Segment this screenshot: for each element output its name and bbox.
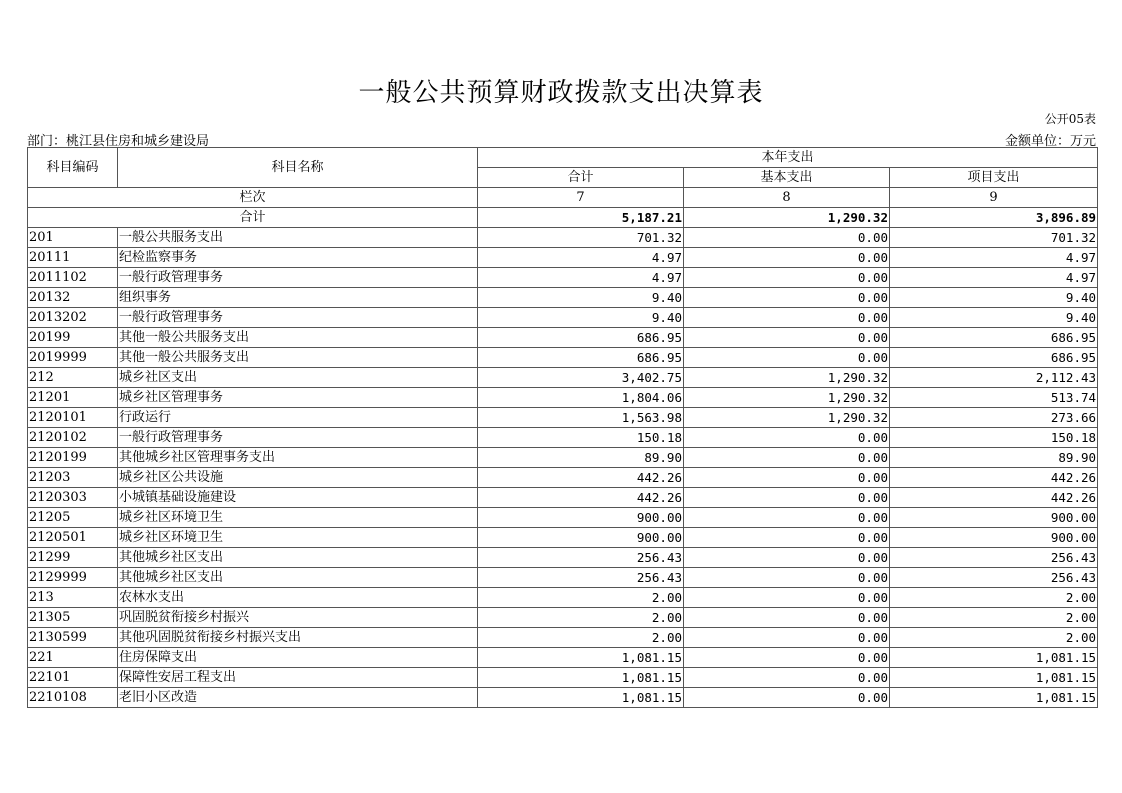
header-code: 科目编码 [28,148,118,188]
row-code: 21205 [28,508,118,528]
row-code: 20132 [28,288,118,308]
row-name: 一般行政管理事务 [118,308,478,328]
row-name: 保障性安居工程支出 [118,668,478,688]
row-total: 4.97 [478,268,684,288]
row-total: 686.95 [478,348,684,368]
row-project: 9.40 [890,288,1098,308]
header-total: 合计 [478,168,684,188]
total-row-project: 3,896.89 [890,208,1098,228]
row-total: 442.26 [478,488,684,508]
column-index-basic: 8 [684,188,890,208]
row-project: 900.00 [890,528,1098,548]
row-code: 2120501 [28,528,118,548]
row-total: 4.97 [478,248,684,268]
table-row [28,348,1098,368]
row-project: 89.90 [890,448,1098,468]
header-current-year: 本年支出 [478,148,1098,168]
row-code: 2013202 [28,308,118,328]
row-basic: 0.00 [684,328,890,348]
row-total: 2.00 [478,628,684,648]
row-name: 一般行政管理事务 [118,428,478,448]
row-code: 21203 [28,468,118,488]
row-code: 2129999 [28,568,118,588]
row-basic: 1,290.32 [684,388,890,408]
row-basic: 0.00 [684,348,890,368]
row-project: 686.95 [890,328,1098,348]
row-project: 2.00 [890,608,1098,628]
row-project: 273.66 [890,408,1098,428]
header-basic: 基本支出 [684,168,890,188]
row-name: 其他一般公共服务支出 [118,348,478,368]
table-row [28,248,1098,268]
form-number: 公开05表 [1044,112,1096,126]
row-basic: 0.00 [684,628,890,648]
row-name: 纪检监察事务 [118,248,478,268]
row-total: 9.40 [478,308,684,328]
row-basic: 0.00 [684,468,890,488]
row-code: 20111 [28,248,118,268]
row-project: 150.18 [890,428,1098,448]
row-name: 巩固脱贫衔接乡村振兴 [118,608,478,628]
page-title: 一般公共预算财政拨款支出决算表 [358,78,764,108]
table-row [28,648,1098,668]
row-total: 9.40 [478,288,684,308]
row-name: 小城镇基础设施建设 [118,488,478,508]
expenditure-table [27,147,1098,708]
row-name: 其他城乡社区支出 [118,548,478,568]
table-row [28,268,1098,288]
row-total: 1,081.15 [478,648,684,668]
row-basic: 0.00 [684,608,890,628]
row-total: 150.18 [478,428,684,448]
row-total: 701.32 [478,228,684,248]
row-basic: 0.00 [684,588,890,608]
table-body [28,228,1098,708]
row-project: 2.00 [890,588,1098,608]
row-total: 1,081.15 [478,668,684,688]
row-basic: 0.00 [684,428,890,448]
row-total: 2.00 [478,608,684,628]
row-name: 城乡社区支出 [118,368,478,388]
row-project: 900.00 [890,508,1098,528]
row-name: 一般行政管理事务 [118,268,478,288]
header-project: 项目支出 [890,168,1098,188]
row-project: 4.97 [890,248,1098,268]
row-project: 513.74 [890,388,1098,408]
column-index-label: 栏次 [28,188,478,208]
row-code: 212 [28,368,118,388]
row-project: 701.32 [890,228,1098,248]
row-project: 256.43 [890,548,1098,568]
row-code: 221 [28,648,118,668]
row-code: 2120199 [28,448,118,468]
row-basic: 0.00 [684,308,890,328]
row-project: 9.40 [890,308,1098,328]
row-code: 21305 [28,608,118,628]
table-row [28,368,1098,388]
row-name: 一般公共服务支出 [118,228,478,248]
table-row [28,668,1098,688]
row-basic: 0.00 [684,248,890,268]
row-total: 256.43 [478,548,684,568]
row-basic: 0.00 [684,548,890,568]
row-basic: 0.00 [684,648,890,668]
column-index-total: 7 [478,188,684,208]
row-name: 城乡社区环境卫生 [118,508,478,528]
table-row [28,468,1098,488]
department-label: 部门：桃江县住房和城乡建设局 [27,134,210,149]
table-row [28,488,1098,508]
row-basic: 0.00 [684,568,890,588]
unit-label: 金额单位：万元 [1004,134,1096,149]
row-basic: 1,290.32 [684,408,890,428]
row-code: 2011102 [28,268,118,288]
row-project: 4.97 [890,268,1098,288]
row-basic: 0.00 [684,508,890,528]
row-basic: 0.00 [684,668,890,688]
table-row [28,448,1098,468]
table-row [28,568,1098,588]
row-total: 89.90 [478,448,684,468]
row-total: 1,804.06 [478,388,684,408]
row-project: 256.43 [890,568,1098,588]
row-project: 442.26 [890,488,1098,508]
total-row-basic: 1,290.32 [684,208,890,228]
row-code: 2120101 [28,408,118,428]
row-basic: 1,290.32 [684,368,890,388]
total-row-label: 合计 [28,208,478,228]
row-name: 城乡社区环境卫生 [118,528,478,548]
table-row [28,228,1098,248]
table-row [28,688,1098,708]
row-code: 21201 [28,388,118,408]
table-row [28,608,1098,628]
row-basic: 0.00 [684,288,890,308]
total-row-total: 5,187.21 [478,208,684,228]
row-basic: 0.00 [684,228,890,248]
row-project: 1,081.15 [890,648,1098,668]
row-project: 442.26 [890,468,1098,488]
row-name: 其他巩固脱贫衔接乡村振兴支出 [118,628,478,648]
table-row [28,528,1098,548]
row-total: 686.95 [478,328,684,348]
row-name: 城乡社区管理事务 [118,388,478,408]
row-name: 其他一般公共服务支出 [118,328,478,348]
row-project: 1,081.15 [890,688,1098,708]
row-total: 900.00 [478,528,684,548]
row-name: 老旧小区改造 [118,688,478,708]
table-row [28,588,1098,608]
row-total: 1,081.15 [478,688,684,708]
table-row [28,328,1098,348]
table-row [28,548,1098,568]
row-code: 2019999 [28,348,118,368]
row-name: 行政运行 [118,408,478,428]
row-code: 2130599 [28,628,118,648]
table-row [28,388,1098,408]
row-code: 213 [28,588,118,608]
row-code: 2120303 [28,488,118,508]
row-basic: 0.00 [684,528,890,548]
row-total: 2.00 [478,588,684,608]
row-name: 农林水支出 [118,588,478,608]
row-total: 1,563.98 [478,408,684,428]
row-total: 3,402.75 [478,368,684,388]
header-name: 科目名称 [118,148,478,188]
row-project: 686.95 [890,348,1098,368]
row-code: 2120102 [28,428,118,448]
row-code: 21299 [28,548,118,568]
row-total: 256.43 [478,568,684,588]
row-code: 20199 [28,328,118,348]
row-project: 1,081.15 [890,668,1098,688]
column-index-project: 9 [890,188,1098,208]
row-total: 442.26 [478,468,684,488]
row-name: 其他城乡社区支出 [118,568,478,588]
row-code: 22101 [28,668,118,688]
table-row [28,428,1098,448]
row-name: 住房保障支出 [118,648,478,668]
row-basic: 0.00 [684,268,890,288]
table-row [28,408,1098,428]
row-total: 900.00 [478,508,684,528]
row-name: 其他城乡社区管理事务支出 [118,448,478,468]
table-row [28,308,1098,328]
table-row [28,628,1098,648]
row-name: 城乡社区公共设施 [118,468,478,488]
row-basic: 0.00 [684,448,890,468]
table-row [28,288,1098,308]
table-row [28,508,1098,528]
row-code: 2210108 [28,688,118,708]
row-basic: 0.00 [684,688,890,708]
row-code: 201 [28,228,118,248]
row-project: 2,112.43 [890,368,1098,388]
row-project: 2.00 [890,628,1098,648]
row-basic: 0.00 [684,488,890,508]
row-name: 组织事务 [118,288,478,308]
